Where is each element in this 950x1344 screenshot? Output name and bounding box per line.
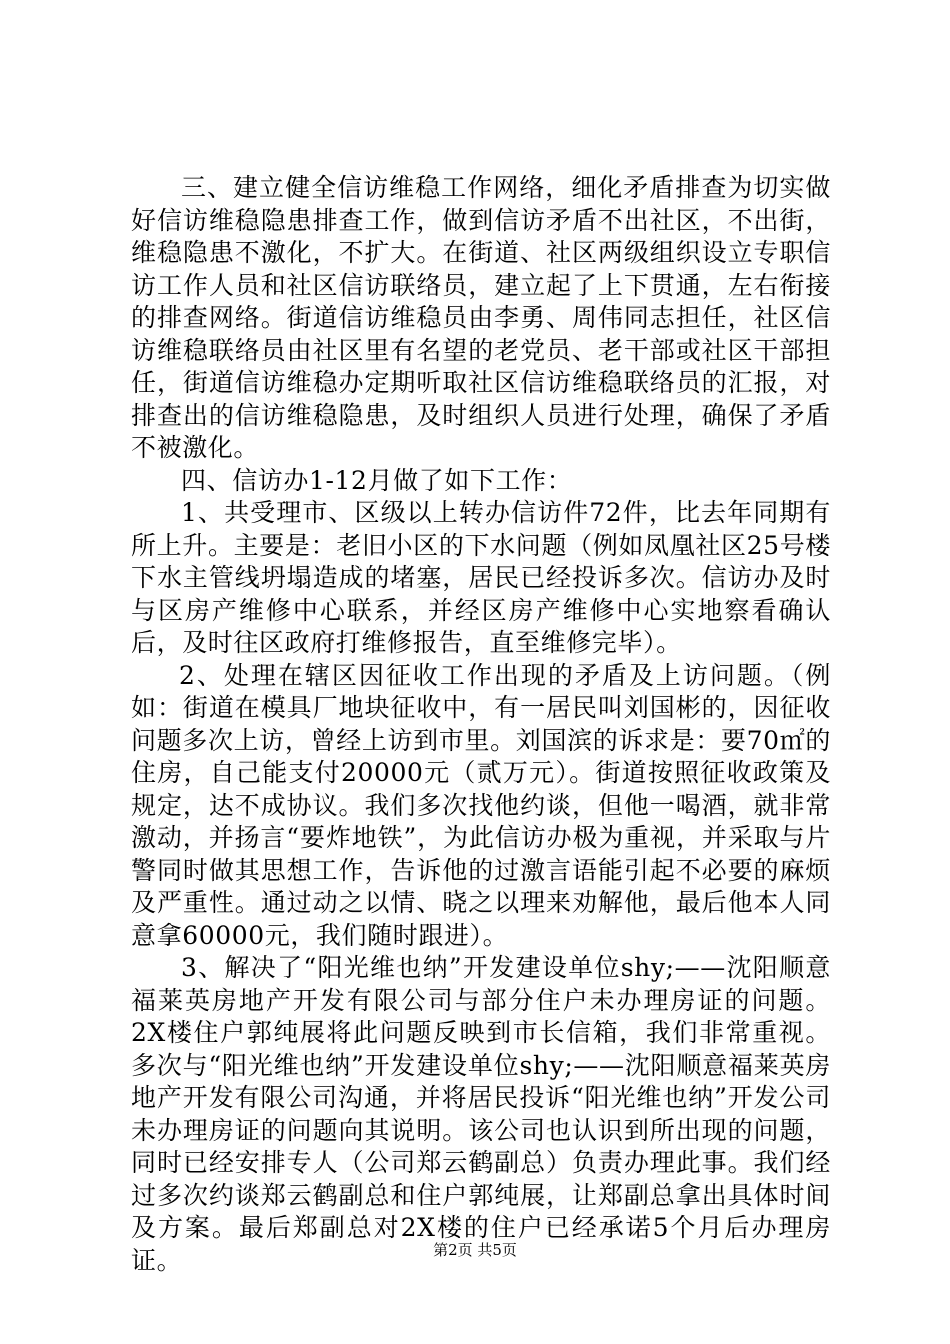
- paragraph-item-3: 3、解决了“阳光维也纳”开发建设单位shy;——沈阳顺意福莱英房地产开发有限公司与部分住户未办理房证的问题。2X楼住户郭纯展将此问题反映到市长信箱，我们非常重视。多次与“阳光维也纳”开发建设单位shy;——沈阳顺意福莱英房地产开发有限公司沟通，并将居民投诉“阳光维也纳”开发公司未办理房证的问题向其说明。该公司也认识到所出现的问题，同时已经安排专人（公司郑云鹤副总）负责办理此事。我们经过多次约谈郑云鹤副总和住户郭纯展，让郑副总拿出具体时间及方案。最后郑副总对2X楼的住户已经承诺5个月后办理房证。: [131, 953, 831, 1275]
- paragraph-item-1: 1、共受理市、区级以上转办信访件72件，比去年同期有所上升。主要是：老旧小区的下水问题（例如凤凰社区25号楼下水主管线坍塌造成的堵塞，居民已经投诉多次。信访办及时与区房产维修中心联系，并经区房产维修中心实地察看确认后，及时往区政府打维修报告，直至维修完毕）。: [131, 498, 831, 657]
- paragraph-work-heading: 四、信访办1-12月做了如下工作：: [181, 465, 573, 495]
- document-body: [131, 172, 831, 1277]
- page-footer: 第2页 共5页: [433, 1241, 517, 1259]
- paragraph-item-2: 2、处理在辖区因征收工作出现的矛盾及上访问题。（例如：街道在模具厂地块征收中，有一居民叫刘国彬的，因征收问题多次上访，曾经上访到市里。刘国滨的诉求是：要70㎡的住房，自己能支付20000元（贰万元）。街道按照征收政策及规定，达不成协议。我们多次找他约谈，但他一喝酒，就非常激动，并扬言“要炸地铁”，为此信访办极为重视，并采取与片警同时做其思想工作，告诉他的过激言语能引起不必要的麻烦及严重性。通过动之以情、晓之以理来劝解他，最后他本人同意拿60000元，我们随时跟进）。: [131, 660, 831, 950]
- paragraph-network: 三、建立健全信访维稳工作网络，细化矛盾排查为切实做好信访维稳隐患排查工作，做到信访矛盾不出社区，不出街，维稳隐患不激化，不扩大。在街道、社区两级组织设立专职信访工作人员和社区信访联络员，建立起了上下贯通，左右衔接的排查网络。街道信访维稳员由李勇、周伟同志担任，社区信访维稳联络员由社区里有名望的老党员、老干部或社区干部担任，街道信访维稳办定期听取社区信访维稳联络员的汇报，对排查出的信访维稳隐患，及时组织人员进行处理，确保了矛盾不被激化。: [131, 173, 831, 462]
